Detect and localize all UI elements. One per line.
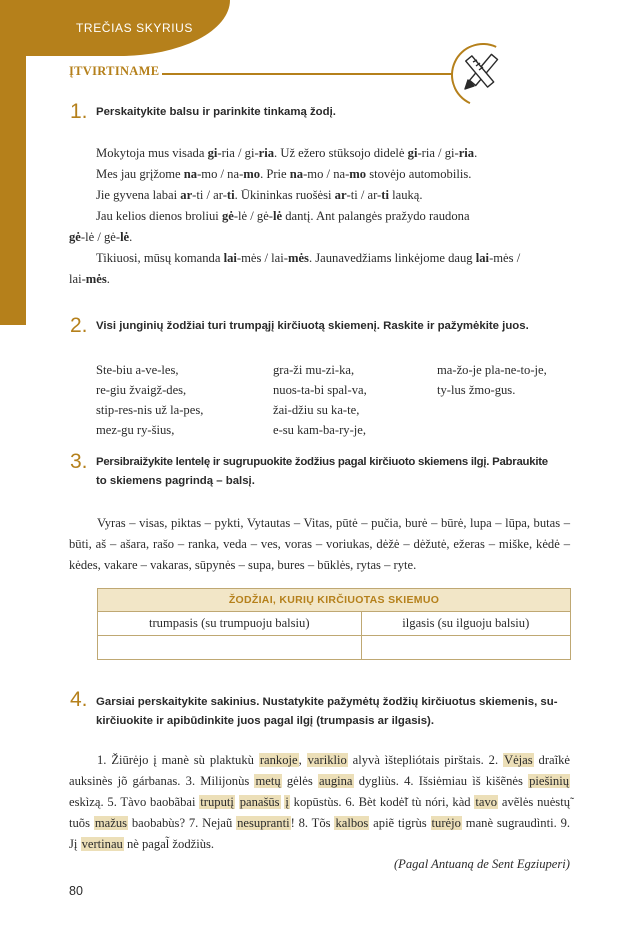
chapter-label: TREČIAS SKYRIUS [76,21,194,35]
page-number: 80 [69,884,83,898]
highlighted-word: augina [318,774,353,788]
table-column-long: ilgasis (su ilguoju balsiu) [361,612,570,636]
word-item: re-giu žvaigž-des, [96,383,187,397]
highlighted-word: mažus [94,816,128,830]
task-number: 1. [70,100,88,123]
word-column [273,360,367,440]
word-item: gra-ži mu-zi-ka, [273,363,355,377]
word-item: mez-gu ry-šius, [96,423,175,437]
table-header: ŽODŽIAI, KURIŲ KIRČIUOTAS SKIEMUO [98,589,571,612]
word-column [437,360,547,400]
task3-text: Vyras – visas, piktas – pykti, Vytautas – Vitas, pūtė – pučia, burė – būrė, lupa – lūpa, butas – būti, aš – ašara, rašo – ranka, veda – ves, voras – voriukas, dėžė – dėžutė, ežeras – miške, kėdė – kėdes, vakare – vakaras, sūpynės – supa, bures – būklės, rytas – ryte. [69,516,570,572]
highlighted-word: vertinau [81,837,123,851]
pencil-ruler-icon [458,50,504,96]
text-line: Tikiuosi, mūsų komanda lai-mės / lai-mės. Jaunavedžiams linkėjome daug lai-mės / [96,251,521,265]
source-citation: (Pagal Antuaną de Sent Egziuperi) [393,857,570,871]
highlighted-word: į [285,795,289,809]
word-item: e-su kam-ba-ry-je, [273,423,367,437]
highlighted-word: truputį [200,795,234,809]
highlighted-word: rankoje [259,753,298,767]
text-line: Mokytoja mus visada gi-ria / gi-ria. Už ežero stūksojo didelė gi-ria / gi-ria. [96,146,478,160]
task-instruction: Garsiai perskaitykite sakinius. Nustatykite pažymėtų žodžių kirčiuotus skiemenis, su- kirčiuokite ir apibūdinkite juos pagal ilgį (trumpasis ar ilgasis). [96,696,558,727]
task4-text: 1. Žiūrėjo į manè sù plaktukù rankoje, variklio alyvà ìštepliótais pirštais. 2. Vėjas draĩkė auksinès jõ gárbanas. 3. Milijonùs metų gėlės augina dygliùs. 4. Išsiėmiau ìš kišẽnės piešinių eskìzą. 5. Tàvo baobãbai truputį panašūs į kopūstùs. 6. Bèt kodė̃l tù nóri, kàd tavo avẽlės nuėstų̃ tuõs mažus baobabùs? 7. Nejaũ nesupranti! 8. Tõs kalbos apiẽ tigrùs turėjo manè sugraudìnti. 9. Jį vertinau nè pagal̃ žodžiùs. [69,753,571,851]
highlighted-word: metų [255,774,281,788]
word-item: ma-žo-je pla-ne-to-je, [437,363,547,377]
highlighted-word: nesupranti [237,816,290,830]
word-item: nuos-ta-bi spal-va, [273,383,367,397]
table-cell [98,636,362,660]
task-number: 3. [70,450,88,473]
word-item: Ste-biu a-ve-les, [96,363,179,377]
highlighted-word: panašūs [239,795,280,809]
word-column [96,360,203,440]
task-instruction: Visi junginių žodžiai turi trumpąjį kirčiuotą skiemenį. Raskite ir pažymėkite juos. [96,320,529,332]
task-number: 2. [70,314,88,337]
section-title: ĮTVIRTINAME [69,64,160,78]
text-line: Mes jau grįžome na-mo / na-mo. Prie na-mo / na-mo stovėjo automobilis. [96,167,472,181]
table-cell [361,636,570,660]
highlighted-word: kalbos [335,816,369,830]
highlighted-word: tavo [475,795,498,809]
highlighted-word: Vėjas [503,753,533,767]
table-column-short: trumpasis (su trumpuoju balsiu) [98,612,362,636]
text-line: gė-lė / gė-lė. [69,230,133,244]
task-instruction: Perskaitykite balsu ir parinkite tinkamą žodį. [96,106,336,118]
section-title-rule [162,73,452,75]
word-table [97,588,571,660]
task-instruction: Persibraižykite lentelę ir sugrupuokite žodžius pagal kirčiuoto skiemens ilgį. Pabraukite to skiemens pagrindą – balsį. [96,456,548,487]
text-line: lai-mės. [69,272,110,286]
word-item: žai-džiu su ka-te, [273,403,360,417]
highlighted-word: variklio [307,753,347,767]
text-line: Jau kelios dienos broliui gė-lė / gė-lė dantį. Ant palangės pražydo raudona [96,209,470,223]
task-number: 4. [70,688,88,711]
highlighted-word: piešinių [529,774,569,788]
text-line: Jie gyvena labai ar-ti / ar-ti. Ūkininkas ruošėsi ar-ti / ar-ti lauką. [96,188,423,202]
word-item: ty-lus žmo-gus. [437,383,516,397]
highlighted-word: turėjo [431,816,461,830]
word-item: stip-res-nis už la-pes, [96,403,204,417]
